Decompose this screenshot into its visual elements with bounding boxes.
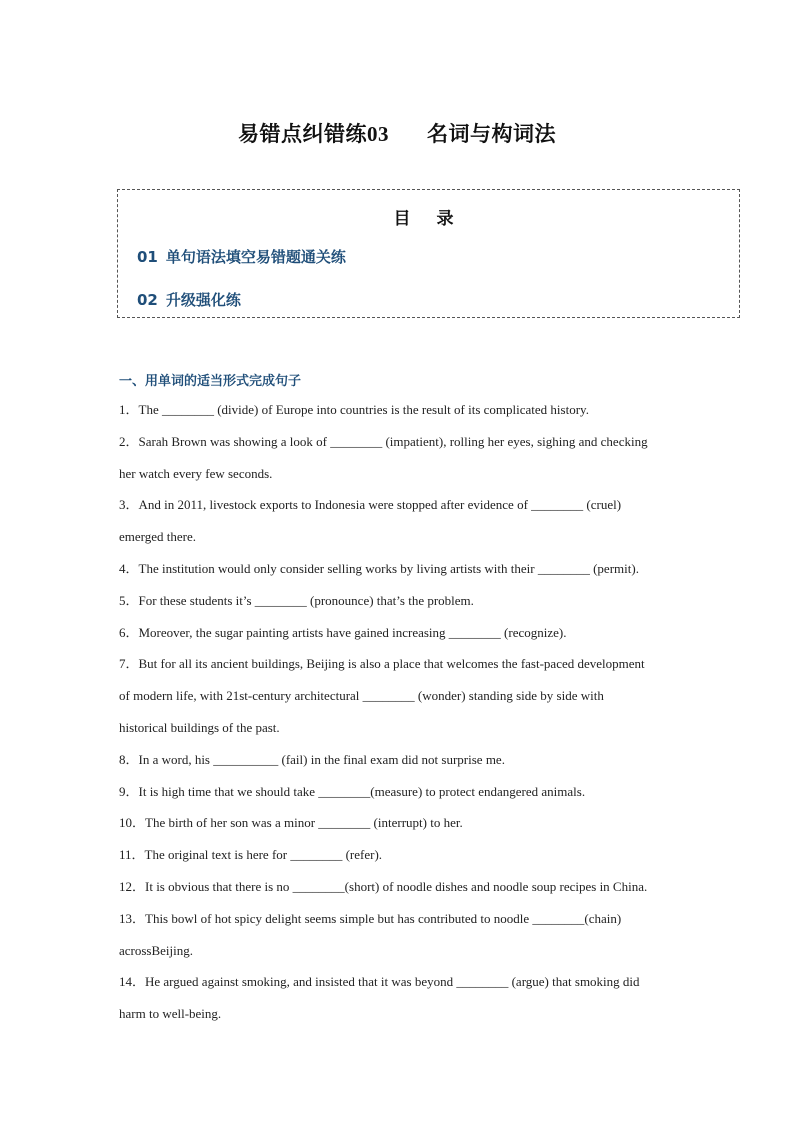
exercise-line: 8．In a word, his __________ (fail) in the final exam did not surprise me. — [119, 751, 505, 767]
exercise-line: 7．But for all its ancient buildings, Beijing is also a place that welcomes the fast-paced development — [119, 656, 645, 672]
exercise-line: of modern life, with 21st-century architectural ________ (wonder) standing side by side with — [119, 688, 604, 704]
exercise-line: 4．The institution would only consider selling works by living artists with their ________ (permit). — [119, 560, 639, 576]
exercise-line: 3．And in 2011, livestock exports to Indonesia were stopped after evidence of ________ (cruel) — [119, 497, 622, 513]
title-part-2: 名词与构词法 — [427, 122, 556, 146]
exercise-line: historical buildings of the past. — [119, 719, 280, 735]
exercise-line: 1．The ________ (divide) of Europe into countries is the result of its complicated history. — [119, 402, 589, 417]
exercise-line: 2．Sarah Brown was showing a look of ________ (impatient), rolling her eyes, sighing and checking — [119, 433, 648, 449]
title-part-1: 易错点纠错练03 — [238, 122, 389, 146]
toc-item-1[interactable] — [137, 246, 346, 267]
exercise-line: emerged there. — [119, 529, 196, 545]
table-of-contents — [117, 189, 740, 318]
section-heading: 一、用单词的适当形式完成句子 — [119, 374, 302, 389]
exercise-line: harm to well-being. — [119, 1006, 222, 1022]
exercise-list — [119, 400, 719, 1036]
exercise-line: 12．It is obvious that there is no ________(short) of noodle dishes and noodle soup recipes in China. — [119, 878, 648, 894]
toc-item-label: 升级强化练 — [165, 291, 241, 309]
page-title — [0, 118, 794, 148]
exercise-line: 6．Moreover, the sugar painting artists have gained increasing ________ (recognize). — [119, 624, 567, 640]
toc-item-label: 单句语法填空易错题通关练 — [165, 248, 346, 266]
exercise-line: 11．The original text is here for ________ (refer). — [119, 847, 383, 863]
exercise-line: 5．For these students it’s ________ (pronounce) that’s the problem. — [119, 592, 474, 608]
exercise-line: 10．The birth of her son was a minor ________ (interrupt) to her. — [119, 815, 463, 831]
toc-item-number: 02 — [137, 291, 158, 309]
exercise-line: acrossBeijing. — [119, 942, 194, 958]
toc-heading: 目 录 — [393, 209, 464, 229]
exercise-line: 13．This bowl of hot spicy delight seems simple but has contributed to noodle ________(chain) — [119, 910, 622, 926]
exercise-line: her watch every few seconds. — [119, 465, 273, 481]
exercise-line: 14．He argued against smoking, and insisted that it was beyond ________ (argue) that smoking did — [119, 974, 640, 990]
toc-item-number: 01 — [137, 248, 158, 266]
toc-item-2[interactable] — [137, 289, 241, 310]
exercise-line: 9．It is high time that we should take ________(measure) to protect endangered animals. — [119, 783, 586, 799]
